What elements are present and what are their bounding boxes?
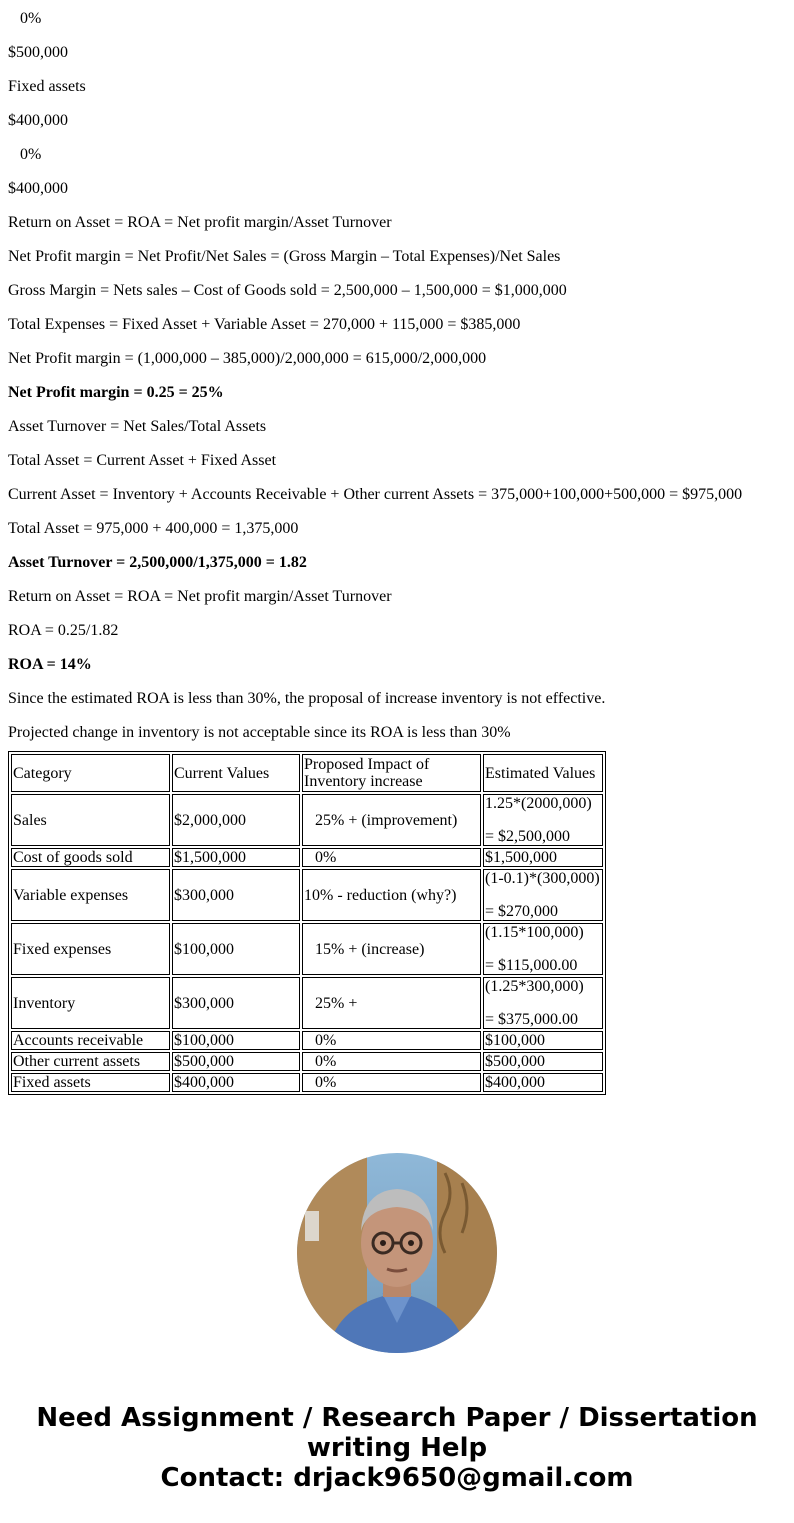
- estimated-result: = $375,000.00: [485, 1011, 579, 1028]
- estimated-formula: (1.25*300,000): [485, 978, 584, 995]
- table-cell-estimated: $400,000: [483, 1073, 603, 1092]
- table-cell-impact: 0%: [302, 1073, 481, 1092]
- text-line: Total Asset = 975,000 + 400,000 = 1,375,000: [8, 520, 299, 537]
- text-line: Net Profit margin = Net Profit/Net Sales = (Gross Margin – Total Expenses)/Net Sales: [8, 248, 561, 265]
- text-line: 0%: [20, 10, 42, 27]
- table-cell-current: $2,000,000: [172, 794, 300, 846]
- text-line: Projected change in inventory is not acceptable since its ROA is less than 30%: [8, 724, 511, 741]
- table-header-cell: Current Values: [172, 754, 300, 792]
- table-cell-estimated: [483, 794, 603, 846]
- estimated-result: = $2,500,000: [485, 828, 571, 845]
- footer-line-2: writing Help: [306, 1433, 488, 1463]
- table-cell-impact: 10% - reduction (why?): [302, 869, 481, 921]
- table-cell-category: Fixed assets: [11, 1073, 170, 1092]
- table-row: [11, 1073, 603, 1092]
- inventory-impact-table: [8, 751, 606, 1095]
- text-line: Fixed assets: [8, 78, 86, 95]
- table-header-cell: Category: [11, 754, 170, 792]
- footer-advertisement: [0, 1403, 794, 1493]
- table-cell-current: $300,000: [172, 977, 300, 1029]
- text-line: Asset Turnover = Net Sales/Total Assets: [8, 418, 267, 435]
- table-cell-category: Cost of goods sold: [11, 848, 170, 867]
- estimated-formula: 1.25*(2000,000): [485, 795, 592, 812]
- table-row: [11, 794, 603, 846]
- text-line: Total Expenses = Fixed Asset + Variable Asset = 270,000 + 115,000 = $385,000: [8, 316, 521, 333]
- estimated-result: = $270,000: [485, 903, 559, 920]
- text-line: ROA = 0.25/1.82: [8, 622, 119, 639]
- text-line: $400,000: [8, 180, 68, 197]
- table-cell-impact: 0%: [302, 1052, 481, 1071]
- roa-result: ROA = 14%: [8, 656, 92, 673]
- table-cell-category: Other current assets: [11, 1052, 170, 1071]
- table-cell-estimated: [483, 977, 603, 1029]
- table-cell-current: $400,000: [172, 1073, 300, 1092]
- estimated-formula: (1.15*100,000): [485, 924, 584, 941]
- table-cell-category: Accounts receivable: [11, 1031, 170, 1050]
- table-cell-current: $500,000: [172, 1052, 300, 1071]
- table-cell-impact: 25% +: [302, 977, 481, 1029]
- table-cell-estimated: [483, 923, 603, 975]
- table-cell-impact: 25% + (improvement): [302, 794, 481, 846]
- table-cell-current: $100,000: [172, 923, 300, 975]
- text-line: Gross Margin = Nets sales – Cost of Goods sold = 2,500,000 – 1,500,000 = $1,000,000: [8, 282, 567, 299]
- table-cell-current: $300,000: [172, 869, 300, 921]
- table-row: [11, 1052, 603, 1071]
- text-line: Current Asset = Inventory + Accounts Receivable + Other current Assets = 375,000+100,000+500,000 = $975,000: [8, 486, 743, 503]
- text-line: Total Asset = Current Asset + Fixed Asset: [8, 452, 277, 469]
- text-line: Return on Asset = ROA = Net profit margin/Asset Turnover: [8, 588, 392, 605]
- author-photo: [297, 1153, 497, 1353]
- table-cell-category: Fixed expenses: [11, 923, 170, 975]
- table-row: [11, 923, 603, 975]
- text-line: 0%: [20, 146, 42, 163]
- table-header-row: [11, 754, 603, 792]
- table-cell-estimated: $100,000: [483, 1031, 603, 1050]
- table-cell-current: $100,000: [172, 1031, 300, 1050]
- estimated-formula: (1-0.1)*(300,000): [485, 870, 600, 887]
- text-line: Net Profit margin = (1,000,000 – 385,000)/2,000,000 = 615,000/2,000,000: [8, 350, 487, 367]
- table-cell-category: Inventory: [11, 977, 170, 1029]
- text-line: Return on Asset = ROA = Net profit margin/Asset Turnover: [8, 214, 392, 231]
- footer-contact: Contact: drjack9650@gmail.com: [160, 1463, 634, 1493]
- table-cell-impact: 0%: [302, 1031, 481, 1050]
- text-line: $500,000: [8, 44, 68, 61]
- portrait-image: [297, 1153, 497, 1353]
- asset-turnover-result: Asset Turnover = 2,500,000/1,375,000 = 1.82: [8, 554, 307, 571]
- text-line: Since the estimated ROA is less than 30%, the proposal of increase inventory is not effective.: [8, 690, 606, 707]
- footer-line-1: Need Assignment / Research Paper / Dissertation: [36, 1403, 758, 1433]
- table-cell-impact: 15% + (increase): [302, 923, 481, 975]
- estimated-result: = $115,000.00: [485, 957, 578, 974]
- table-cell-estimated: $1,500,000: [483, 848, 603, 867]
- table-cell-estimated: $500,000: [483, 1052, 603, 1071]
- table-row: [11, 1031, 603, 1050]
- table-header-cell: Proposed Impact of Inventory increase: [302, 754, 481, 792]
- table-cell-category: Variable expenses: [11, 869, 170, 921]
- table-row: [11, 977, 603, 1029]
- table-row: [11, 848, 603, 867]
- table-cell-current: $1,500,000: [172, 848, 300, 867]
- table-header-cell: Estimated Values: [483, 754, 603, 792]
- document-body: [8, 0, 788, 1095]
- net-profit-margin-result: Net Profit margin = 0.25 = 25%: [8, 384, 224, 401]
- table-cell-impact: 0%: [302, 848, 481, 867]
- table-row: [11, 869, 603, 921]
- table-cell-category: Sales: [11, 794, 170, 846]
- text-line: $400,000: [8, 112, 68, 129]
- table-cell-estimated: [483, 869, 603, 921]
